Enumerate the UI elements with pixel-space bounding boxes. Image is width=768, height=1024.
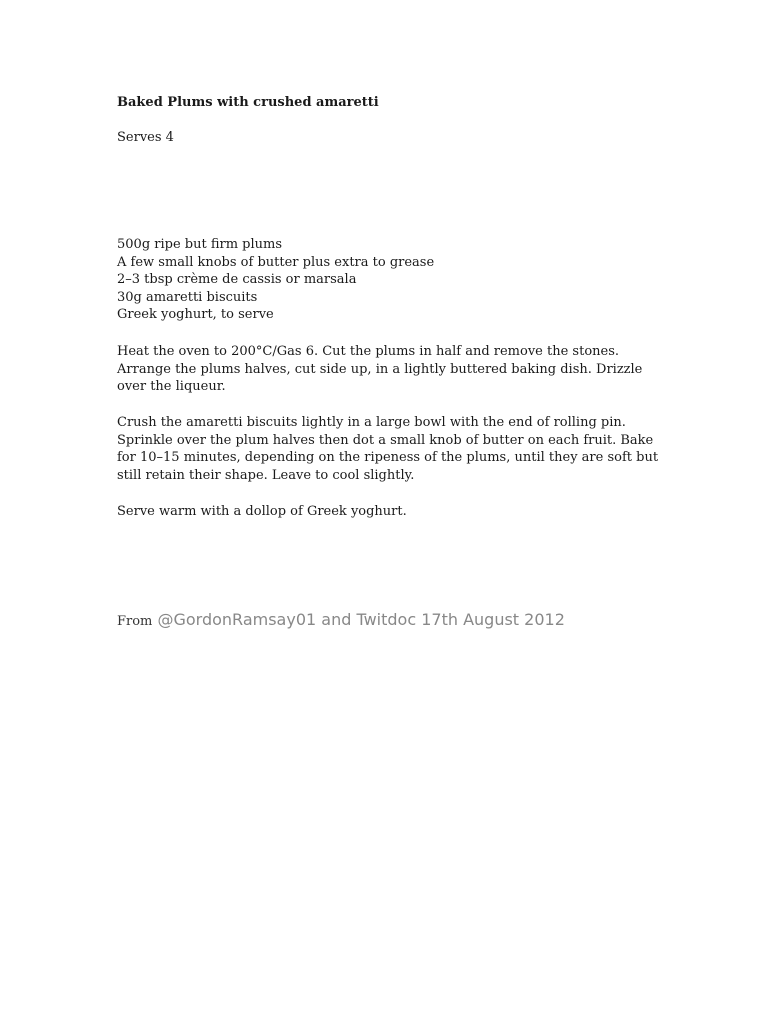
method-step: Heat the oven to 200°C/Gas 6. Cut the plums in half and remove the stones. Arrange the plums halves, cut side up, in a lightly buttered baking dish. Drizzle over the liqueur.: [117, 344, 643, 395]
serves-line: Serves 4: [117, 130, 174, 145]
ingredients-list: [117, 236, 434, 324]
ingredient-item: 30g amaretti biscuits: [117, 289, 258, 305]
source-prefix: From: [117, 614, 153, 629]
method-step: Serve warm with a dollop of Greek yoghurt.: [117, 504, 407, 519]
ingredient-item: 2–3 tbsp crème de cassis or marsala: [117, 272, 357, 288]
method-step: Crush the amaretti biscuits lightly in a large bowl with the end of rolling pin. Sprinkle over the plum halves then dot a small knob of butter on each fruit. Bake for 10–15 minutes, depending on the ripeness of the plums, until they are soft but still retain their shape. Leave to cool slightly.: [117, 415, 659, 484]
source-credit: @GordonRamsay01 and Twitdoc 17th August 2012: [157, 610, 565, 629]
ingredient-item: 500g ripe but firm plums: [117, 237, 283, 252]
recipe-title: Baked Plums with crushed amaretti: [117, 95, 379, 110]
ingredient-item: Greek yoghurt, to serve: [117, 307, 274, 323]
source-line: [117, 608, 565, 634]
ingredient-item: A few small knobs of butter plus extra to grease: [117, 254, 435, 270]
